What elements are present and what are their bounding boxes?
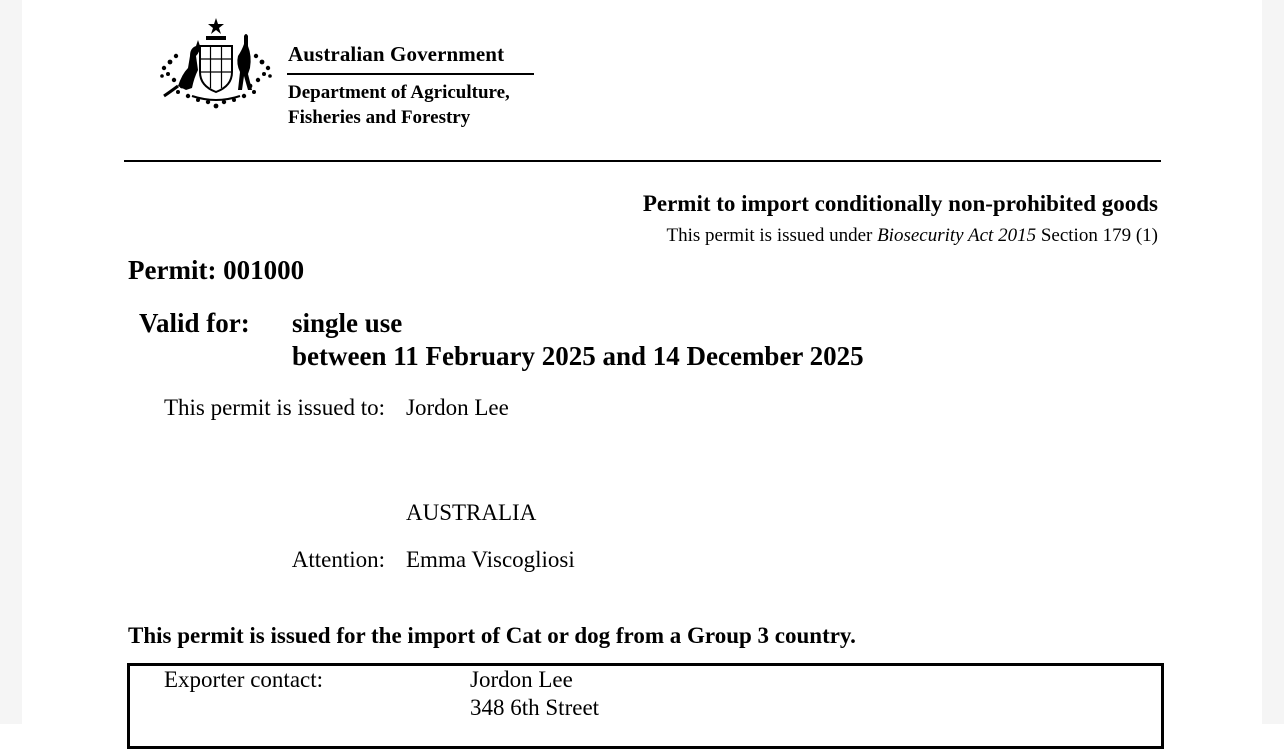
issued-to-name: Jordon Lee [406, 395, 509, 420]
page-margin-left [0, 0, 22, 724]
commonwealth-coat-of-arms-icon [156, 16, 276, 112]
letterhead-rule [287, 73, 534, 75]
permit-purpose-statement: This permit is issued for the import of Cat or dog from a Group 3 country. [128, 623, 856, 648]
act-prefix: This permit is issued under [666, 225, 878, 246]
act-name: Biosecurity Act 2015 [877, 225, 1037, 246]
department-name-line-1: Department of Agriculture, [288, 82, 510, 103]
permit-legislation-line [667, 225, 1158, 247]
permit-type-title: Permit to import conditionally non-prohibited goods [642, 191, 1158, 216]
valid-date-range: between 11 February 2025 and 14 December 2025 [292, 341, 864, 371]
exporter-contact-street: 348 6th Street [470, 695, 600, 720]
issued-to-label: This permit is issued to: [163, 395, 385, 420]
permit-number: Permit: 001000 [128, 255, 305, 285]
attention-name: Emma Viscogliosi [406, 547, 575, 572]
exporter-contact-label: Exporter contact: [164, 667, 324, 692]
exporter-contact-name: Jordon Lee [470, 667, 573, 692]
attention-label: Attention: [291, 547, 385, 572]
valid-use-value: single use [292, 308, 403, 338]
page-margin-right [1262, 0, 1284, 724]
act-suffix: Section 179 (1) [1036, 225, 1158, 246]
issued-to-country: AUSTRALIA [406, 500, 537, 525]
header-divider [124, 160, 1161, 162]
valid-for-label: Valid for: [139, 308, 250, 338]
department-name-line-2: Fisheries and Forestry [288, 107, 471, 128]
government-name: Australian Government [288, 42, 505, 66]
